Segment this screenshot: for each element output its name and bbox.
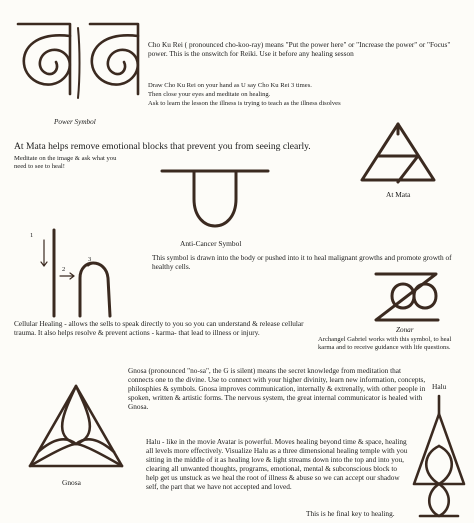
cho-ku-rei-instruction-1: Draw Cho Ku Rei on your hand as U say Cho Ku Rei 3 times.: [148, 82, 312, 89]
zonar-description: Archangel Gabriel works with this symbol, to heal karma and to receive guidance with life questions.: [318, 336, 452, 352]
cho-ku-rei-description: Cho Ku Rei ( pronounced cho-koo-ray) means "Put the power here" or "Increase the power" or "Focus" power. This is the onswitch for Reiki. Use it before any healing sesson: [148, 40, 451, 58]
halu-description: Halu - like in the movie Avatar is powerful. Moves healing beyond time & space, healing all levels more effectively. Visualize Halu as a three dimensional healing temple with you sitting in the middle of it as healing love & light streams down into the top and into you, clearing all unwanted thoughts, programs, emotional, mental & subconscious block to help get us unstuck as we heal the root of illness & abuse so we can accept our shadow self, the part that we have not accepted and loved.: [146, 437, 408, 491]
gnosa-symbol: [24, 382, 128, 474]
zonar-caption: Zonar: [396, 326, 414, 334]
anti-cancer-caption: Anti-Cancer Symbol: [180, 239, 242, 248]
cho-ku-rei-instruction-2: Then close your eyes and meditate on healing.: [148, 91, 271, 98]
at-mata-symbol: [356, 120, 440, 186]
anti-cancer-description: This symbol is drawn into the body or pushed into it to heal malignant growths and promote growth of healthy cells.: [152, 253, 452, 271]
zonar-symbol: [362, 270, 452, 326]
at-mata-caption: At Mata: [386, 190, 411, 199]
at-mata-note: Meditate on the image & ask what you need to see to heal!: [14, 155, 117, 171]
anti-cancer-symbol: [160, 163, 270, 233]
gnosa-caption: Gnosa: [62, 478, 81, 487]
arrow-label-2: 2: [62, 266, 66, 273]
arrow-label-1: 1: [30, 232, 34, 239]
halu-final-key: This is he final key to healing.: [306, 509, 395, 518]
cellular-healing-description: Cellular Healing - allows the sells to speak directly to you so you can understand & release cellular trauma. It also helps resolve & prevent actions - karma- that lead to illness or injury.: [14, 319, 304, 337]
halu-caption: Halu: [432, 382, 447, 391]
cho-ku-rei-symbol: [14, 18, 142, 113]
cho-ku-rei-instruction-3: Ask to learn the lesson the illness is trying to teach as the illness disolves: [148, 100, 341, 107]
power-symbol-caption: Power Symbol: [54, 118, 96, 126]
halu-symbol: [410, 394, 468, 520]
at-mata-heading: At Mata helps remove emotional blocks that prevent you from seeing clearly.: [14, 141, 311, 152]
arrow-label-3: 3: [88, 256, 92, 263]
gnosa-description: Gnosa (pronounced "no-sa", the G is silent) means the secret knowledge from meditation that connects one to the divine. Use to connect with your higher divinity, learn new information, concepts, philosphies & symbols. Gnosa improves communication, internally & extrenally, with other people in spoken, written & artistic forms. The nervous system, the great internal communicator is healed with Gnosa.: [128, 366, 426, 411]
